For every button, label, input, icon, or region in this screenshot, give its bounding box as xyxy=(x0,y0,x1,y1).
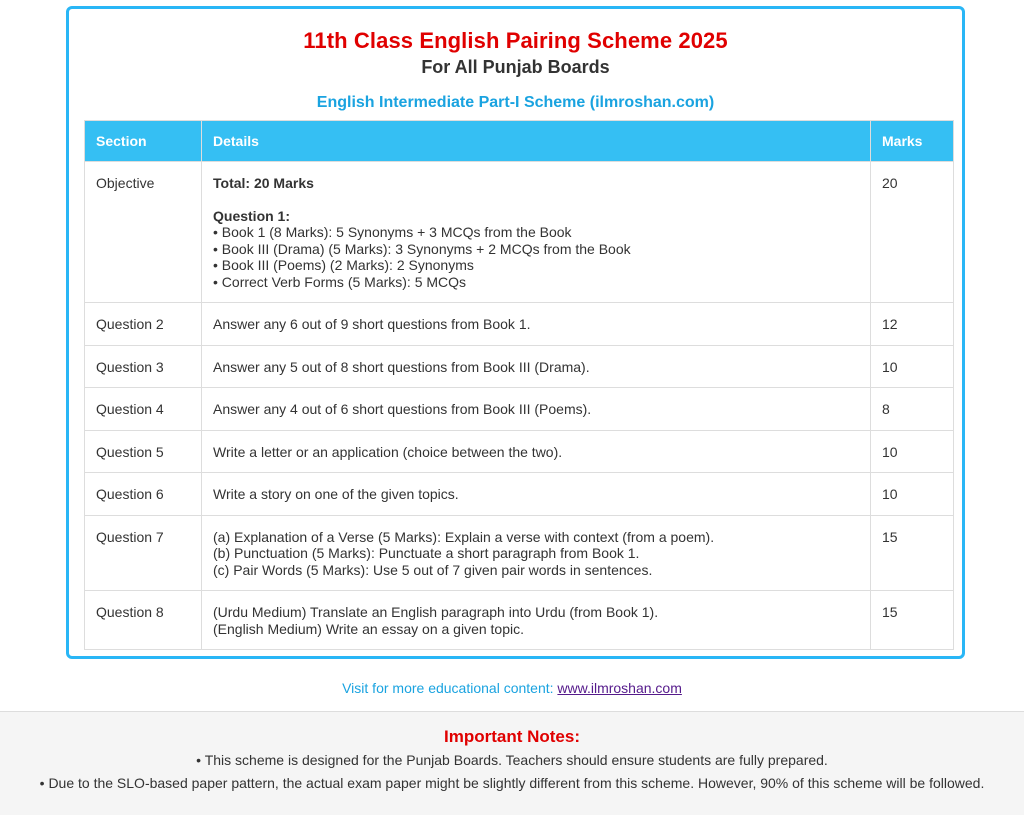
details-cell: Answer any 4 out of 6 short questions from Book III (Poems). xyxy=(202,388,871,431)
table-header-row xyxy=(85,121,954,162)
details-cell xyxy=(202,591,871,650)
section-cell: Question 4 xyxy=(85,388,202,431)
details-cell: Answer any 5 out of 8 short questions from Book III (Drama). xyxy=(202,345,871,388)
details-cell xyxy=(202,515,871,591)
table-row-question-6 xyxy=(85,473,954,516)
column-header-details: Details xyxy=(202,121,871,162)
section-cell: Question 2 xyxy=(85,303,202,346)
marks-cell: 12 xyxy=(871,303,954,346)
section-cell: Objective xyxy=(85,162,202,303)
marks-cell: 15 xyxy=(871,591,954,650)
table-row-question-3 xyxy=(85,345,954,388)
scheme-title: English Intermediate Part-I Scheme (ilmroshan.com) xyxy=(316,94,715,111)
section-cell: Question 3 xyxy=(85,345,202,388)
column-header-section: Section xyxy=(85,121,202,162)
section-cell: Question 5 xyxy=(85,430,202,473)
objective-item: • Book 1 (8 Marks): 5 Synonyms + 3 MCQs from the Book xyxy=(213,224,572,240)
table-row-question-7 xyxy=(85,515,954,591)
marks-cell: 20 xyxy=(871,162,954,303)
objective-item: • Book III (Poems) (2 Marks): 2 Synonyms xyxy=(213,257,474,273)
details-line: (b) Punctuation (5 Marks): Punctuate a short paragraph from Book 1. xyxy=(213,545,640,561)
page-title: 11th Class English Pairing Scheme 2025 xyxy=(303,28,728,53)
section-cell: Question 7 xyxy=(85,515,202,591)
important-notes xyxy=(0,711,1024,815)
ilmroshan-link[interactable]: www.ilmroshan.com xyxy=(557,680,682,696)
table-row-question-5 xyxy=(85,430,954,473)
objective-total: Total: 20 Marks xyxy=(213,175,314,191)
marks-cell: 10 xyxy=(871,430,954,473)
note-item: • This scheme is designed for the Punjab Boards. Teachers should ensure students are fully prepared. xyxy=(196,752,828,768)
note-item: • Due to the SLO-based paper pattern, the actual exam paper might be slightly different from this scheme. However, 90% of this scheme will be followed. xyxy=(39,775,985,791)
marks-cell: 15 xyxy=(871,515,954,591)
details-cell xyxy=(202,162,871,303)
marks-cell: 8 xyxy=(871,388,954,431)
scheme-card xyxy=(66,6,965,659)
objective-question-label: Question 1: xyxy=(213,207,291,224)
objective-item: • Correct Verb Forms (5 Marks): 5 MCQs xyxy=(213,273,467,290)
details-cell: Write a story on one of the given topics. xyxy=(202,473,871,516)
notes-title: Important Notes: xyxy=(444,727,580,746)
table-row-question-8 xyxy=(85,591,954,650)
details-line: (Urdu Medium) Translate an English paragraph into Urdu (from Book 1). xyxy=(213,604,659,620)
marks-cell: 10 xyxy=(871,473,954,516)
details-cell: Answer any 6 out of 9 short questions from Book 1. xyxy=(202,303,871,346)
details-line: (a) Explanation of a Verse (5 Marks): Explain a verse with context (from a poem). xyxy=(213,528,715,545)
table-row-objective xyxy=(85,162,954,303)
details-line: (c) Pair Words (5 Marks): Use 5 out of 7 given pair words in sentences. xyxy=(213,561,653,578)
details-line: (English Medium) Write an essay on a given topic. xyxy=(213,620,524,637)
scheme-table xyxy=(84,120,954,650)
section-cell: Question 6 xyxy=(85,473,202,516)
objective-item: • Book III (Drama) (5 Marks): 3 Synonyms + 2 MCQs from the Book xyxy=(213,240,631,257)
column-header-marks: Marks xyxy=(871,121,954,162)
page-subtitle: For All Punjab Boards xyxy=(421,57,610,77)
details-cell: Write a letter or an application (choice between the two). xyxy=(202,430,871,473)
section-cell: Question 8 xyxy=(85,591,202,650)
table-row-question-4 xyxy=(85,388,954,431)
footer-visit-text: Visit for more educational content: xyxy=(342,680,558,696)
footer-visit xyxy=(0,680,1024,696)
marks-cell: 10 xyxy=(871,345,954,388)
table-row-question-2 xyxy=(85,303,954,346)
